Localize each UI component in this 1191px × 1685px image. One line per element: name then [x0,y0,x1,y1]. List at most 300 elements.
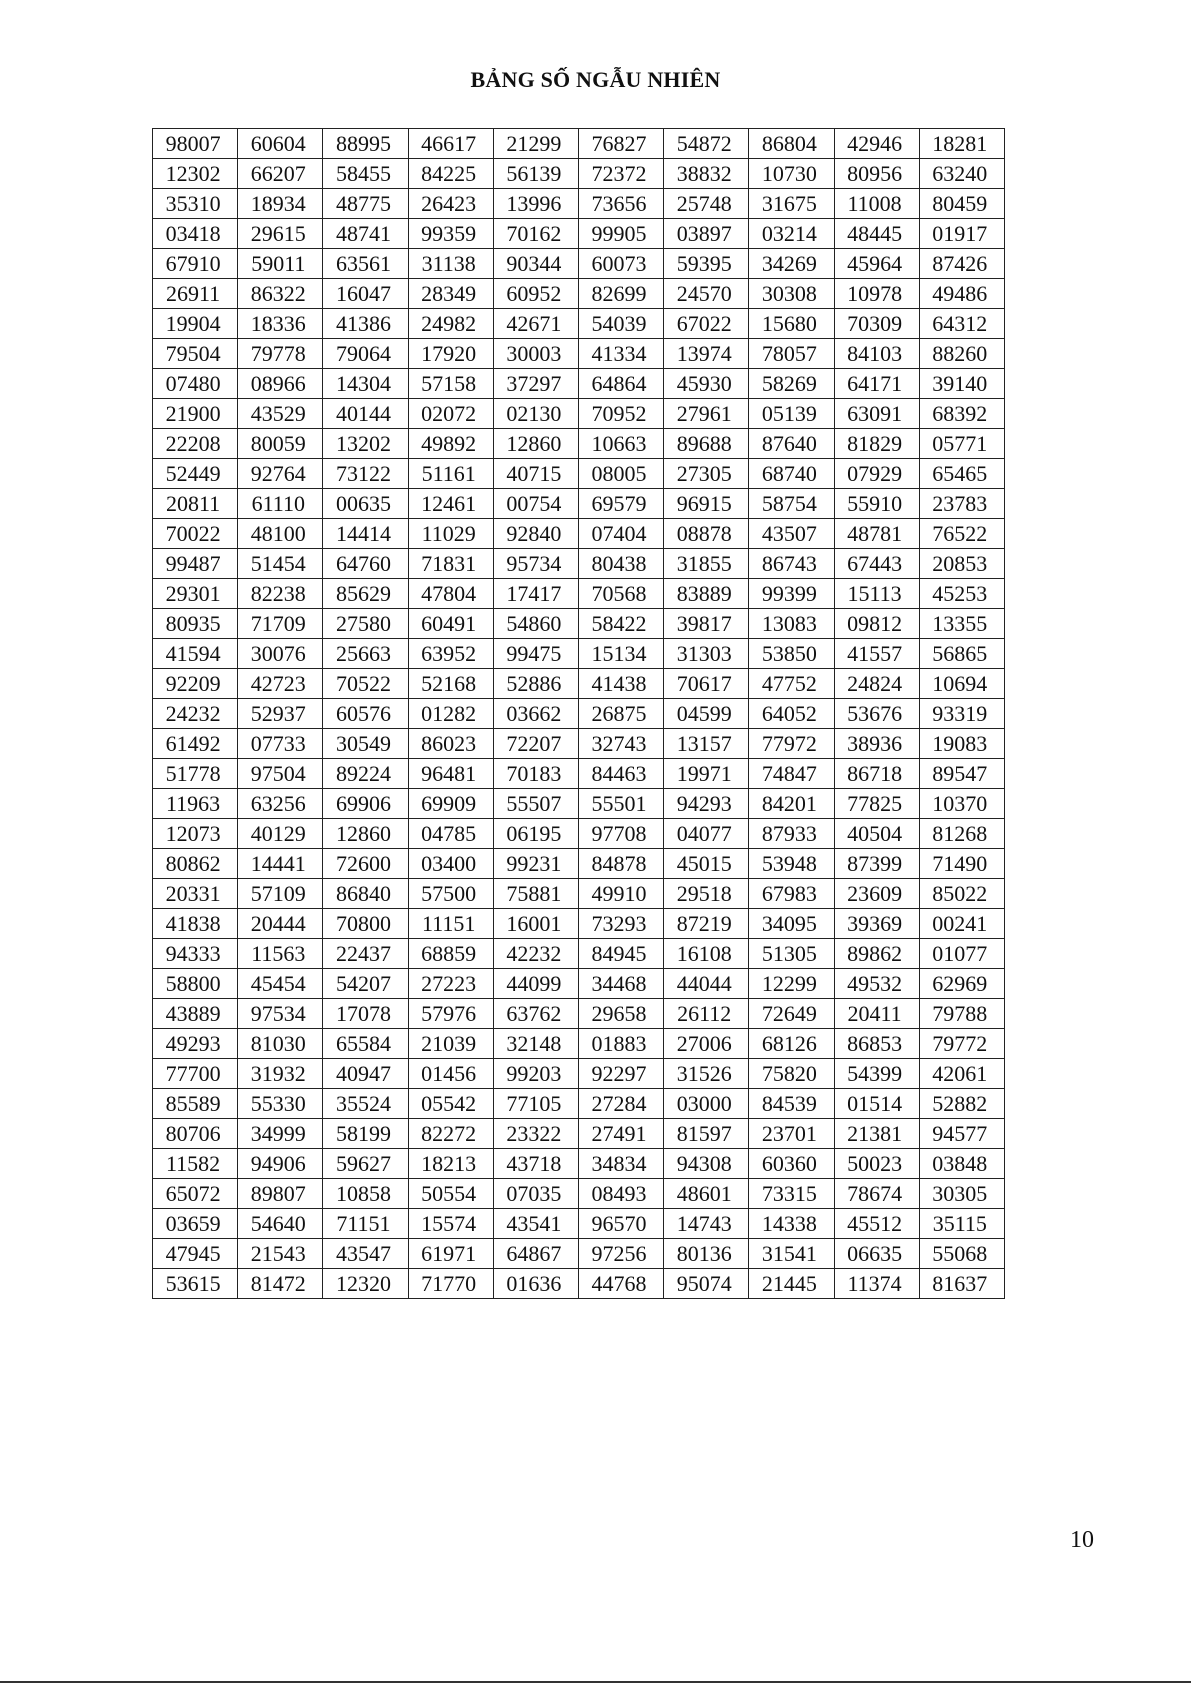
table-cell: 70022 [153,519,238,549]
table-cell: 48445 [834,219,919,249]
table-cell: 05139 [749,399,834,429]
table-cell: 14414 [323,519,408,549]
table-cell: 24824 [834,669,919,699]
table-cell: 27284 [578,1089,663,1119]
table-cell: 64864 [578,369,663,399]
table-cell: 77700 [153,1059,238,1089]
table-row [153,1119,1005,1149]
table-cell: 99487 [153,549,238,579]
table-cell: 89224 [323,759,408,789]
table-cell: 47945 [153,1239,238,1269]
table-cell: 48100 [238,519,323,549]
table-cell: 48781 [834,519,919,549]
table-cell: 49892 [408,429,493,459]
table-cell: 70952 [578,399,663,429]
table-cell: 10978 [834,279,919,309]
table-cell: 08493 [578,1179,663,1209]
random-number-table [152,128,1005,1299]
table-cell: 45015 [664,849,749,879]
table-cell: 42671 [493,309,578,339]
table-cell: 70617 [664,669,749,699]
table-cell: 30549 [323,729,408,759]
table-cell: 51454 [238,549,323,579]
table-cell: 60073 [578,249,663,279]
table-cell: 82272 [408,1119,493,1149]
table-row [153,759,1005,789]
table-cell: 58422 [578,609,663,639]
table-cell: 86853 [834,1029,919,1059]
table-cell: 06635 [834,1239,919,1269]
table-cell: 05771 [919,429,1004,459]
table-cell: 78674 [834,1179,919,1209]
table-cell: 32743 [578,729,663,759]
table-row [153,1029,1005,1059]
table-cell: 53948 [749,849,834,879]
table-cell: 72372 [578,159,663,189]
table-cell: 95074 [664,1269,749,1299]
table-cell: 26112 [664,999,749,1029]
random-number-table-body [153,129,1005,1299]
table-cell: 10663 [578,429,663,459]
table-cell: 85022 [919,879,1004,909]
table-cell: 54640 [238,1209,323,1239]
table-cell: 27305 [664,459,749,489]
table-cell: 15113 [834,579,919,609]
table-cell: 20411 [834,999,919,1029]
table-cell: 31855 [664,549,749,579]
table-cell: 94293 [664,789,749,819]
table-cell: 80706 [153,1119,238,1149]
table-cell: 39369 [834,909,919,939]
table-cell: 84463 [578,759,663,789]
table-cell: 77105 [493,1089,578,1119]
table-cell: 01917 [919,219,1004,249]
table-cell: 13083 [749,609,834,639]
table-row [153,669,1005,699]
table-cell: 86023 [408,729,493,759]
table-cell: 10730 [749,159,834,189]
table-cell: 35115 [919,1209,1004,1239]
table-cell: 92764 [238,459,323,489]
table-cell: 79504 [153,339,238,369]
table-cell: 85629 [323,579,408,609]
table-cell: 12073 [153,819,238,849]
table-cell: 96481 [408,759,493,789]
table-cell: 08966 [238,369,323,399]
table-cell: 68392 [919,399,1004,429]
table-cell: 21381 [834,1119,919,1149]
table-cell: 03897 [664,219,749,249]
table-cell: 18934 [238,189,323,219]
table-cell: 87399 [834,849,919,879]
table-cell: 48741 [323,219,408,249]
table-cell: 02072 [408,399,493,429]
table-cell: 41334 [578,339,663,369]
table-cell: 99475 [493,639,578,669]
table-row [153,1179,1005,1209]
table-cell: 81829 [834,429,919,459]
table-cell: 26911 [153,279,238,309]
table-cell: 38936 [834,729,919,759]
table-cell: 59627 [323,1149,408,1179]
page-title: BẢNG SỐ NGẪU NHIÊN [470,67,721,92]
table-cell: 67983 [749,879,834,909]
table-cell: 01636 [493,1269,578,1299]
table-cell: 75820 [749,1059,834,1089]
table-cell: 97534 [238,999,323,1029]
table-cell: 29301 [153,579,238,609]
table-cell: 99359 [408,219,493,249]
table-cell: 69906 [323,789,408,819]
table-cell: 10694 [919,669,1004,699]
table-row [153,399,1005,429]
table-cell: 59395 [664,249,749,279]
table-cell: 94577 [919,1119,1004,1149]
table-cell: 26875 [578,699,663,729]
table-row [153,1089,1005,1119]
table-cell: 39140 [919,369,1004,399]
table-cell: 27223 [408,969,493,999]
table-cell: 31138 [408,249,493,279]
table-cell: 58754 [749,489,834,519]
table-cell: 18213 [408,1149,493,1179]
table-cell: 96915 [664,489,749,519]
table-row [153,789,1005,819]
table-cell: 99399 [749,579,834,609]
table-cell: 12299 [749,969,834,999]
table-cell: 15680 [749,309,834,339]
table-cell: 99231 [493,849,578,879]
table-cell: 17078 [323,999,408,1029]
table-cell: 42723 [238,669,323,699]
table-cell: 73293 [578,909,663,939]
table-cell: 11374 [834,1269,919,1299]
table-cell: 43541 [493,1209,578,1239]
table-cell: 20444 [238,909,323,939]
table-cell: 10858 [323,1179,408,1209]
table-row [153,189,1005,219]
table-cell: 81268 [919,819,1004,849]
table-cell: 01456 [408,1059,493,1089]
table-cell: 60491 [408,609,493,639]
table-cell: 99203 [493,1059,578,1089]
table-row [153,1059,1005,1089]
table-cell: 80438 [578,549,663,579]
table-cell: 84539 [749,1089,834,1119]
table-cell: 19971 [664,759,749,789]
table-cell: 65072 [153,1179,238,1209]
table-cell: 31526 [664,1059,749,1089]
table-row [153,339,1005,369]
table-cell: 72600 [323,849,408,879]
table-cell: 84945 [578,939,663,969]
table-cell: 79064 [323,339,408,369]
table-row [153,429,1005,459]
table-cell: 14743 [664,1209,749,1239]
table-cell: 55910 [834,489,919,519]
table-cell: 11008 [834,189,919,219]
table-cell: 70162 [493,219,578,249]
table-cell: 97256 [578,1239,663,1269]
table-cell: 97708 [578,819,663,849]
table-cell: 40504 [834,819,919,849]
table-cell: 43507 [749,519,834,549]
table-cell: 35524 [323,1089,408,1119]
table-cell: 01883 [578,1029,663,1059]
table-cell: 38832 [664,159,749,189]
table-cell: 25748 [664,189,749,219]
table-row [153,519,1005,549]
table-cell: 04599 [664,699,749,729]
table-cell: 57158 [408,369,493,399]
table-cell: 20811 [153,489,238,519]
table-cell: 76522 [919,519,1004,549]
table-cell: 50023 [834,1149,919,1179]
table-cell: 44768 [578,1269,663,1299]
table-cell: 62969 [919,969,1004,999]
table-cell: 63561 [323,249,408,279]
table-cell: 50554 [408,1179,493,1209]
table-cell: 55507 [493,789,578,819]
table-cell: 39817 [664,609,749,639]
table-cell: 31675 [749,189,834,219]
table-cell: 68740 [749,459,834,489]
table-cell: 29518 [664,879,749,909]
table-row [153,249,1005,279]
table-cell: 96570 [578,1209,663,1239]
table-cell: 73315 [749,1179,834,1209]
table-cell: 94333 [153,939,238,969]
table-cell: 63762 [493,999,578,1029]
table-cell: 58800 [153,969,238,999]
table-cell: 70568 [578,579,663,609]
table-cell: 24570 [664,279,749,309]
table-cell: 41557 [834,639,919,669]
table-cell: 70800 [323,909,408,939]
table-cell: 13202 [323,429,408,459]
table-cell: 48775 [323,189,408,219]
table-cell: 56139 [493,159,578,189]
table-cell: 45512 [834,1209,919,1239]
table-cell: 87219 [664,909,749,939]
table-cell: 17417 [493,579,578,609]
table-cell: 45964 [834,249,919,279]
table-cell: 67910 [153,249,238,279]
table-row [153,849,1005,879]
table-cell: 80136 [664,1239,749,1269]
table-cell: 82238 [238,579,323,609]
table-cell: 77825 [834,789,919,819]
table-row [153,819,1005,849]
table-cell: 03418 [153,219,238,249]
table-cell: 31303 [664,639,749,669]
table-cell: 85589 [153,1089,238,1119]
table-cell: 53850 [749,639,834,669]
table-cell: 90344 [493,249,578,279]
table-cell: 70309 [834,309,919,339]
table-cell: 64867 [493,1239,578,1269]
table-cell: 12302 [153,159,238,189]
table-cell: 30308 [749,279,834,309]
table-cell: 11029 [408,519,493,549]
table-cell: 42061 [919,1059,1004,1089]
table-cell: 41386 [323,309,408,339]
table-cell: 86322 [238,279,323,309]
table-cell: 60576 [323,699,408,729]
table-cell: 60360 [749,1149,834,1179]
table-cell: 86804 [749,129,834,159]
table-cell: 09812 [834,609,919,639]
table-cell: 00241 [919,909,1004,939]
table-cell: 19904 [153,309,238,339]
table-row [153,1209,1005,1239]
table-cell: 80059 [238,429,323,459]
table-cell: 63256 [238,789,323,819]
table-cell: 15574 [408,1209,493,1239]
table-cell: 64052 [749,699,834,729]
table-row [153,879,1005,909]
table-cell: 01514 [834,1089,919,1119]
table-cell: 88260 [919,339,1004,369]
table-cell: 78057 [749,339,834,369]
table-cell: 22208 [153,429,238,459]
table-cell: 27961 [664,399,749,429]
table-cell: 04077 [664,819,749,849]
table-cell: 16047 [323,279,408,309]
table-cell: 71151 [323,1209,408,1239]
table-cell: 52937 [238,699,323,729]
table-cell: 68126 [749,1029,834,1059]
table-cell: 41594 [153,639,238,669]
table-cell: 58199 [323,1119,408,1149]
table-cell: 24982 [408,309,493,339]
table-cell: 67022 [664,309,749,339]
table-cell: 55501 [578,789,663,819]
table-cell: 93319 [919,699,1004,729]
table-cell: 97504 [238,759,323,789]
table-row [153,729,1005,759]
table-cell: 71490 [919,849,1004,879]
table-cell: 10370 [919,789,1004,819]
table-cell: 81597 [664,1119,749,1149]
table-row [153,129,1005,159]
table-cell: 75881 [493,879,578,909]
table-cell: 30003 [493,339,578,369]
table-cell: 92840 [493,519,578,549]
table-cell: 47804 [408,579,493,609]
table-cell: 16001 [493,909,578,939]
table-cell: 83889 [664,579,749,609]
table-cell: 79788 [919,999,1004,1029]
table-cell: 52886 [493,669,578,699]
table-cell: 54039 [578,309,663,339]
table-cell: 49486 [919,279,1004,309]
table-cell: 95734 [493,549,578,579]
table-cell: 89547 [919,759,1004,789]
table-cell: 73122 [323,459,408,489]
table-cell: 18281 [919,129,1004,159]
table-cell: 12461 [408,489,493,519]
table-cell: 03662 [493,699,578,729]
table-cell: 23609 [834,879,919,909]
table-cell: 07733 [238,729,323,759]
table-cell: 64171 [834,369,919,399]
table-row [153,999,1005,1029]
table-cell: 40129 [238,819,323,849]
table-cell: 80459 [919,189,1004,219]
table-cell: 40715 [493,459,578,489]
table-cell: 21445 [749,1269,834,1299]
table-cell: 84201 [749,789,834,819]
table-cell: 80862 [153,849,238,879]
table-cell: 25663 [323,639,408,669]
table-cell: 45930 [664,369,749,399]
table-cell: 69909 [408,789,493,819]
table-cell: 98007 [153,129,238,159]
table-cell: 89862 [834,939,919,969]
table-cell: 06195 [493,819,578,849]
table-cell: 81472 [238,1269,323,1299]
table-row [153,369,1005,399]
table-cell: 31541 [749,1239,834,1269]
table-cell: 55068 [919,1239,1004,1269]
table-cell: 94308 [664,1149,749,1179]
table-cell: 77972 [749,729,834,759]
table-cell: 14441 [238,849,323,879]
table-cell: 84103 [834,339,919,369]
table-cell: 23783 [919,489,1004,519]
table-cell: 13157 [664,729,749,759]
table-cell: 94906 [238,1149,323,1179]
table-cell: 27580 [323,609,408,639]
table-cell: 87640 [749,429,834,459]
table-cell: 34269 [749,249,834,279]
table-cell: 66207 [238,159,323,189]
table-cell: 21900 [153,399,238,429]
table-cell: 87426 [919,249,1004,279]
table-cell: 60604 [238,129,323,159]
page-number: 10 [1070,1527,1094,1553]
table-cell: 07404 [578,519,663,549]
table-cell: 87933 [749,819,834,849]
table-cell: 14338 [749,1209,834,1239]
table-cell: 43718 [493,1149,578,1179]
table-cell: 44099 [493,969,578,999]
table-cell: 35310 [153,189,238,219]
table-cell: 57500 [408,879,493,909]
table-cell: 49910 [578,879,663,909]
table-cell: 48601 [664,1179,749,1209]
table-cell: 13355 [919,609,1004,639]
table-cell: 37297 [493,369,578,399]
table-cell: 11963 [153,789,238,819]
table-cell: 11582 [153,1149,238,1179]
table-row [153,159,1005,189]
table-cell: 60952 [493,279,578,309]
table-cell: 49293 [153,1029,238,1059]
table-cell: 52882 [919,1089,1004,1119]
table-cell: 21299 [493,129,578,159]
table-cell: 30305 [919,1179,1004,1209]
table-cell: 41838 [153,909,238,939]
table-cell: 28349 [408,279,493,309]
table-cell: 45253 [919,579,1004,609]
table-row [153,219,1005,249]
table-cell: 00635 [323,489,408,519]
table-cell: 54399 [834,1059,919,1089]
table-cell: 53615 [153,1269,238,1299]
table-cell: 12860 [493,429,578,459]
